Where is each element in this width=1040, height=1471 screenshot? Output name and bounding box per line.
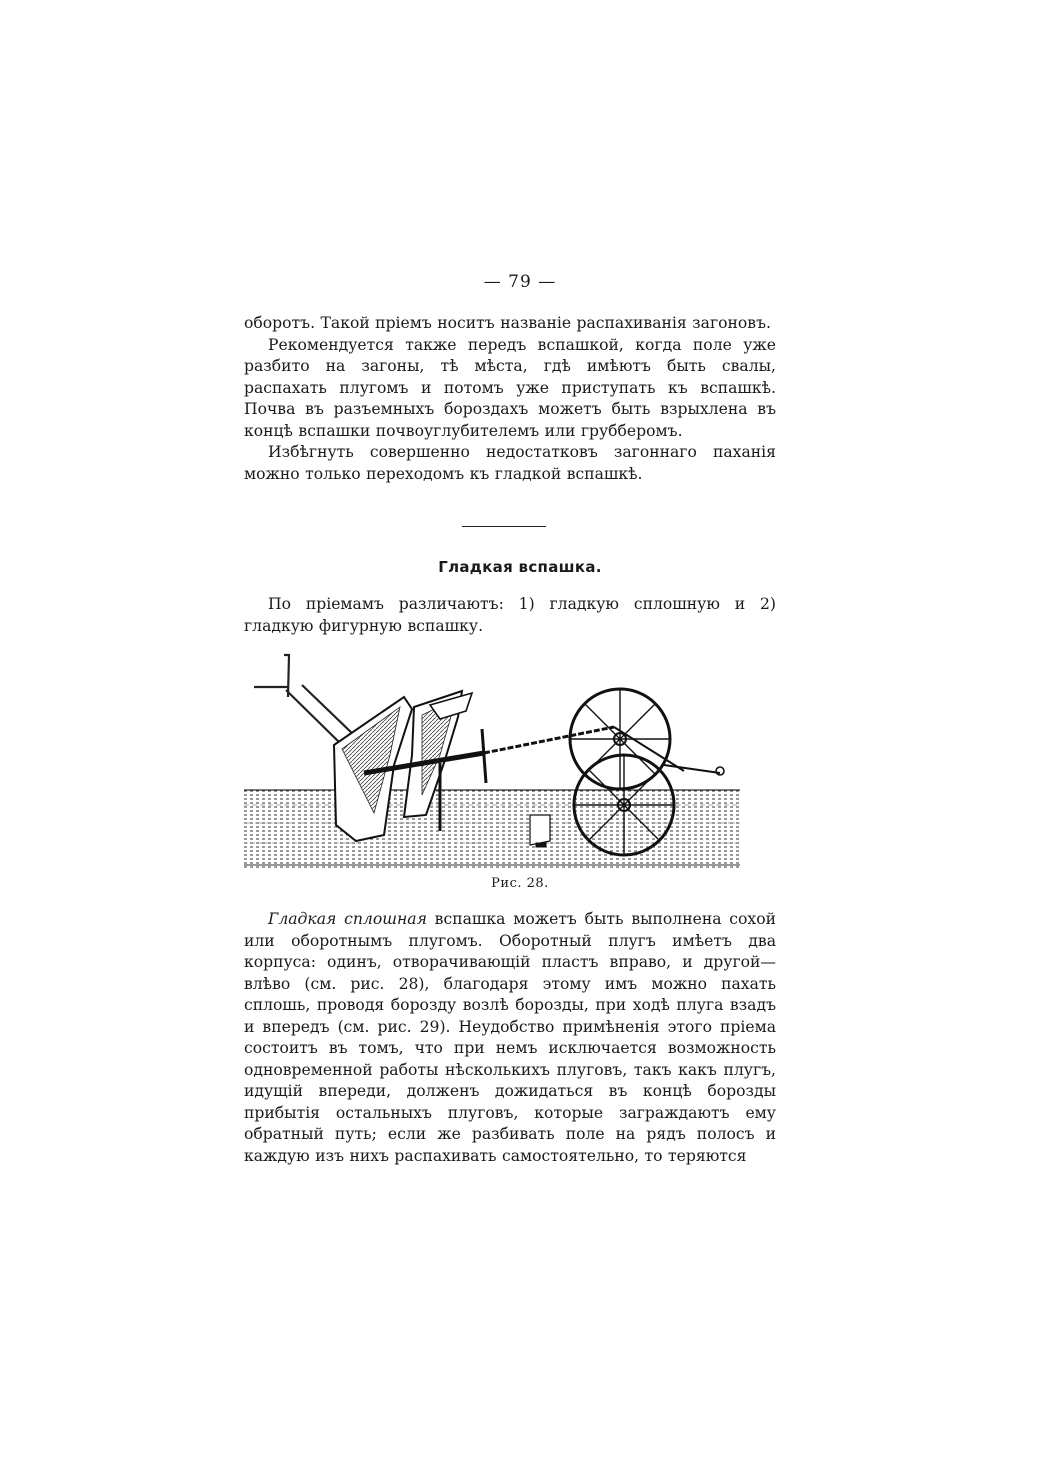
top-text-block — [244, 313, 776, 485]
section-heading: Гладкая вспашка. — [438, 558, 602, 576]
wheel-lower — [574, 755, 674, 855]
figure-28 — [244, 645, 740, 871]
paragraph-smooth-plowing — [244, 909, 776, 1167]
paragraph-intro: По пріемамъ различаютъ: 1) гладкую сплошную и 2) гладкую фигурную вспашку. — [244, 595, 776, 635]
italic-term: Гладкая сплошная — [268, 910, 427, 928]
section-divider — [462, 526, 546, 527]
paragraph-recommendation: Рекомендуется также передъ вспашкой, когда поле уже разбито на загоны, тѣ мѣста, гдѣ имѣютъ быть свалы, распахать плугомъ и потомъ уже приступать къ вспашкѣ. Почва въ разъемныхъ бороздахъ можетъ быть взрыхлена въ концѣ вспашки почвоуглубителемъ или грубберомъ. — [244, 335, 776, 440]
paragraph-conclusion: Избѣгнуть совершенно недостатковъ загоннаго паханія можно только переходомъ къ гладкой вспашкѣ. — [244, 443, 776, 483]
paragraph-body: вспашка можетъ быть выполнена сохой или оборотнымъ плугомъ. Оборотный плугъ имѣетъ два корпуса: одинъ, отворачивающій пластъ вправо, и другой—влѣво (см. рис. 28), благодаря этому имъ можно пахать сплошь, проводя борозду возлѣ борозды, при ходѣ плуга взадъ и впередъ (см. рис. 29). Неудобство примѣненія этого пріема состоитъ въ томъ, что при немъ исключается возможность одновременной работы нѣсколькихъ плуговъ, такъ какъ плугъ, идущій впереди, долженъ дожидаться въ концѣ борозды прибытія остальныхъ плуговъ, которые заграждаютъ ему обратный путь; если же разбивать поле на рядъ полосъ и каждую изъ нихъ распахивать самостоятельно, то теряются — [244, 910, 776, 1165]
figure-caption: Рис. 28. — [491, 876, 549, 891]
ground-area — [244, 790, 740, 868]
paragraph-continuation: оборотъ. Такой пріемъ носитъ названіе распахиванія загоновъ. — [244, 314, 771, 332]
plough-handle — [254, 655, 356, 743]
bottom-text-block — [244, 909, 776, 1167]
page-number: — 79 — — [483, 272, 557, 292]
intro-text-block — [244, 594, 776, 637]
furrow-block — [530, 815, 550, 847]
plough-illustration — [244, 645, 740, 871]
